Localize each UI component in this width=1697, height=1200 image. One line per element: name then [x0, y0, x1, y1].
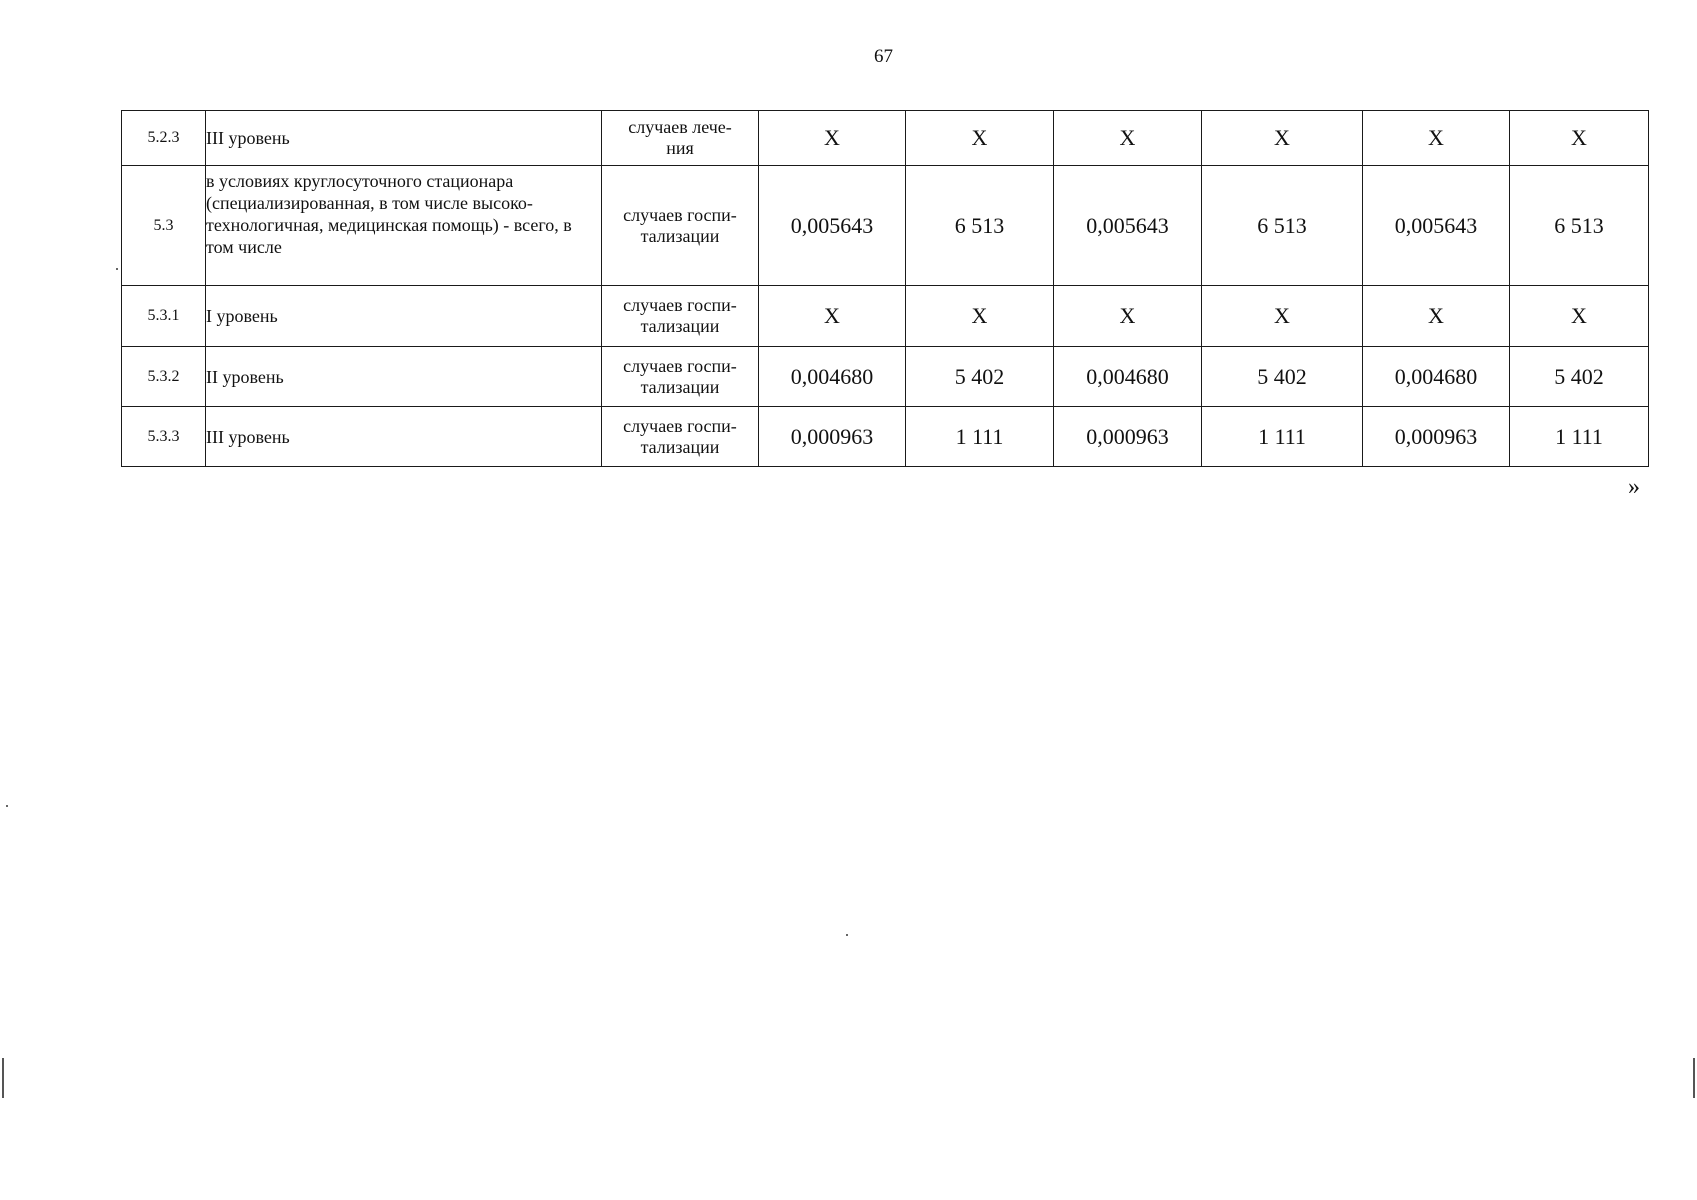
unit-line: тализации: [640, 316, 720, 336]
value-cell: 5 402: [906, 347, 1054, 407]
row-name: III уровень: [206, 407, 602, 467]
row-number: 5.3.3: [122, 407, 206, 467]
unit-line: случаев лече-: [628, 117, 732, 137]
value-cell: 0,005643: [1054, 166, 1202, 286]
unit-line: случаев госпи-: [623, 355, 737, 376]
row-unit: [602, 166, 759, 286]
unit-line: тализации: [640, 225, 720, 246]
value-cell: Х: [1054, 286, 1202, 347]
value-cell: Х: [1202, 286, 1363, 347]
value-cell: 6 513: [906, 166, 1054, 286]
value-cell: Х: [1510, 286, 1649, 347]
table-row: [122, 286, 1649, 347]
unit-line: случаев госпи-: [623, 415, 737, 436]
table-row: [122, 407, 1649, 467]
value-cell: 0,000963: [759, 407, 906, 467]
unit-line: случаев госпи-: [623, 204, 737, 225]
left-margin-mark: [2, 1058, 4, 1098]
page-number: 67: [874, 46, 893, 67]
value-cell: 0,005643: [759, 166, 906, 286]
table-row: [122, 111, 1649, 166]
table-row: [122, 166, 1649, 286]
value-cell: Х: [1363, 111, 1510, 166]
closing-quote: »: [1628, 474, 1640, 500]
value-cell: Х: [906, 286, 1054, 347]
unit-line: ния: [666, 138, 694, 158]
value-cell: 0,004680: [759, 347, 906, 407]
scan-dot: [6, 805, 8, 807]
value-cell: 0,005643: [1363, 166, 1510, 286]
right-margin-mark: [1693, 1058, 1695, 1098]
value-cell: 0,004680: [1363, 347, 1510, 407]
value-cell: Х: [906, 111, 1054, 166]
value-cell: 6 513: [1510, 166, 1649, 286]
row-name: III уровень: [206, 111, 602, 166]
value-cell: 1 111: [1510, 407, 1649, 467]
row-name: II уровень: [206, 347, 602, 407]
row-name: I уровень: [206, 286, 602, 347]
row-unit: [602, 111, 759, 166]
unit-line: тализации: [640, 376, 720, 397]
value-cell: 1 111: [1202, 407, 1363, 467]
table-row: [122, 347, 1649, 407]
row-number: 5.3.1: [122, 286, 206, 347]
value-cell: 5 402: [1510, 347, 1649, 407]
value-cell: 1 111: [906, 407, 1054, 467]
row-unit: [602, 407, 759, 467]
row-name: в условиях круглосуточного стационара (специализированная, в том числе высоко-технологичная, медицинская помощь) - всего, в том числе: [206, 166, 602, 286]
value-cell: Х: [1510, 111, 1649, 166]
value-cell: 6 513: [1202, 166, 1363, 286]
row-number: 5.3: [122, 166, 206, 286]
row-unit: [602, 286, 759, 347]
value-cell: 0,000963: [1363, 407, 1510, 467]
row-number: 5.3.2: [122, 347, 206, 407]
scan-dot: [116, 268, 118, 270]
value-cell: Х: [759, 286, 906, 347]
value-cell: 5 402: [1202, 347, 1363, 407]
unit-line: тализации: [640, 436, 720, 457]
row-unit: [602, 347, 759, 407]
data-table: [121, 110, 1649, 467]
value-cell: 0,004680: [1054, 347, 1202, 407]
value-cell: Х: [1202, 111, 1363, 166]
row-number: 5.2.3: [122, 111, 206, 166]
value-cell: Х: [1363, 286, 1510, 347]
value-cell: Х: [1054, 111, 1202, 166]
unit-line: случаев госпи-: [623, 295, 737, 315]
value-cell: 0,000963: [1054, 407, 1202, 467]
value-cell: Х: [759, 111, 906, 166]
scan-dot: [846, 934, 848, 936]
